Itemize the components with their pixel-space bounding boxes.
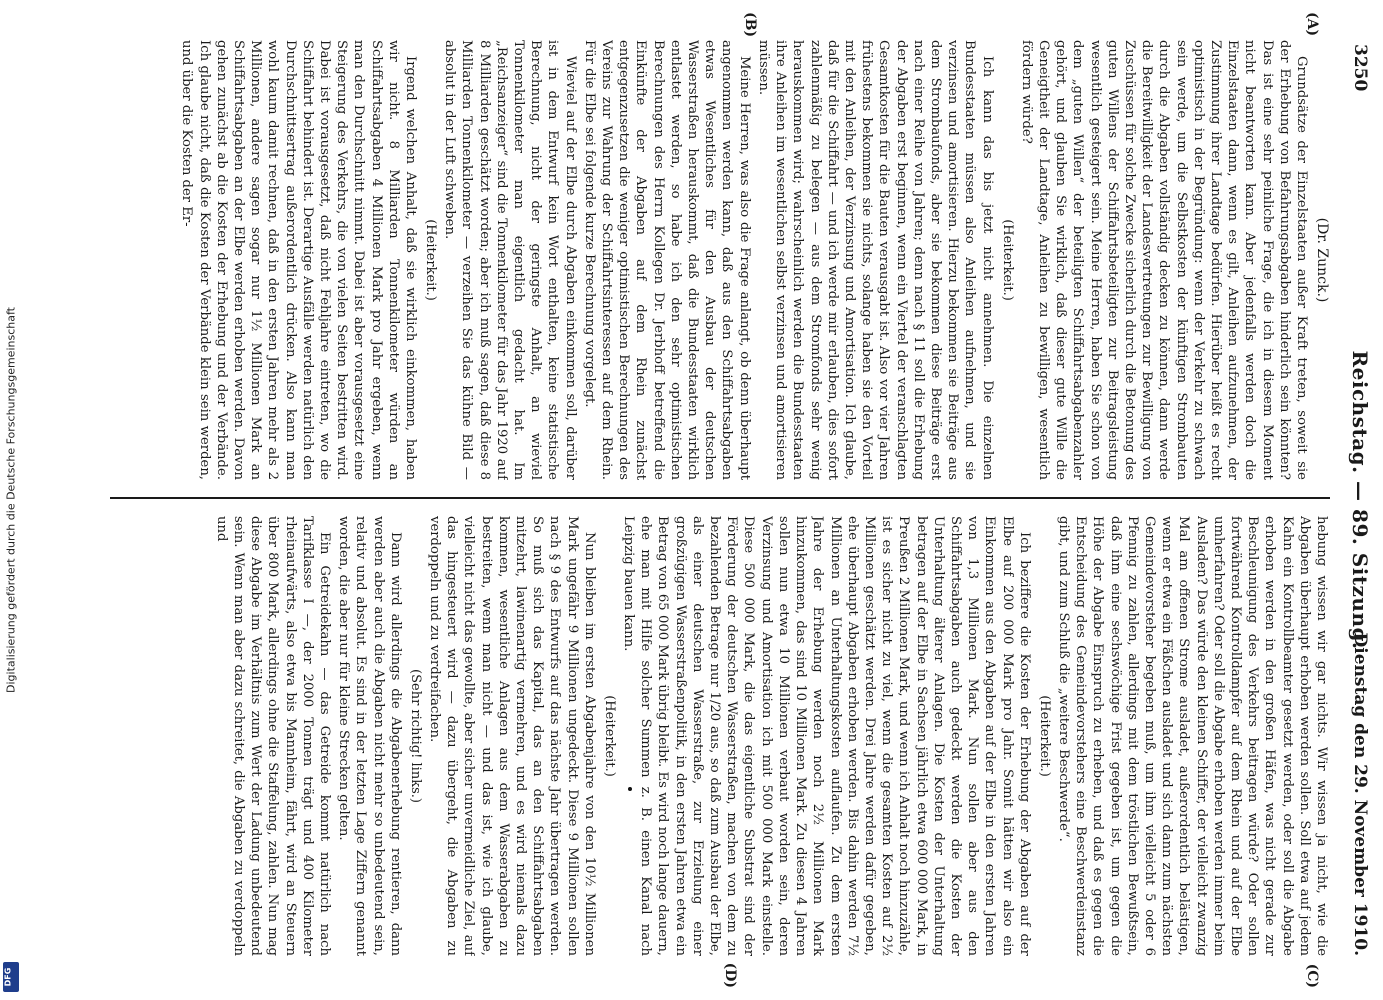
ink-speck	[628, 787, 632, 791]
digitization-note-text: Digitalisierung gefördert durch die Deutsche Forschungsgemeinschaft	[4, 307, 18, 693]
paragraph: Grundsätze der Einzelstaaten außer Kraft treten, soweit sie der Erhebung von Befahrungsabgaben hinderlich sein könnten? Das ist eine sehr peinliche Frage, die ich in diesem Moment nicht beantworten kann. Aber jedenfalls werden doch die Einzelstaaten dann, wenn es gilt, Anleihen aufzunehmen, der Zustimmung ihrer Landtage bedürfen. Hierüber heißt es recht optimistisch in der Begründung: wenn der Verkehr zu schwach sein werde, um die Selbstkosten der künftigen Strombauten durch die Abgaben vollständig decken zu können, dann werde die Bereitwilligkeit der Landesvertretungen zur Bewilligung von Zuschüssen für solche Zwecke sicherlich durch die Betonung des guten Willens der Schiffahrtsbeteiligten zur Beitragsleistung wesentlich gesteigert sein. Meine Herren, haben Sie schon von dem „guten Willen“ der beteiligten Schiffahrtsabgabenzahler gehört, und glauben Sie wirklich, daß dieser gute Wille die Geneigtheit der Landtage, Anleihen zu bewilligen, wesentlich fördern würde?	[1018, 40, 1309, 480]
reaction: (Heiterkeit.)	[999, 219, 1015, 301]
speaker-name: (Dr. Zunck.)	[1314, 217, 1330, 303]
reaction: (Heiterkeit.)	[601, 695, 617, 777]
digitization-note	[0, 0, 22, 1000]
paragraph: Ich beziffere die Kosten der Erhebung der Abgaben auf der Elbe auf 200 000 Mark pro Jahr. Somit hätten wir also ein Einkommen aus den Abgaben auf der Elbe in den ersten Jahren von 1,3 Millionen Mark. Nun sollen aber aus den Schiffahrtsabgaben auch gedeckt werden die Kosten der Unterhaltung älterer Anlagen. Die Kosten der Unterhaltung betragen auf der Elbe in Sachsen jährlich etwa 600 000 Mark, in Preußen 2 Millionen Mark, und wenn ich Anhalt noch hinzuzähle, ist es sicher nicht zu viel, wenn die gesamten Kosten auf 2½ Millionen geschätzt werden. Drei Jahre werden dafür gegeben, ehe überhaupt Abgaben erhoben werden. Bis dahin werden 7½ Millionen an Unterhaltungskosten auflaufen. Zu dem ersten Jahre der Erhebung werden noch 2½ Millionen Mark hinzukommen, das sind 10 Millionen Mark. Zu diesen 4 Jahren sollen nun etwa 10 Millionen verbaut worden sein, deren Verzinsung und Amortisation ich mit 500 000 Mark einstelle. Diese 500 000 Mark, die das eigentliche Substrat sind der Förderung der deutschen Wasserstraßen, machen von dem zu bezahlenden Betrage nur 1/20 aus, so daß zum Ausbau der Elbe, als einer deutschen Wasserstraße, zur Erzielung einer großzügigen Wasserstraßenpolitik, in den ersten Jahren etwa ein Betrag von 65 000 Mark übrig bleibt. Es wird noch lange dauern, ehe man mit Hilfe solcher Summen z. B. einen Kanal nach Leipzig bauen kann.	[621, 516, 1032, 956]
paragraph: Nun bleiben im ersten Abgabenjahre von den 10½ Millionen Mark ungefähr 9 Millionen ungedeckt. Diese 9 Millionen sollen nach § 9 des Entwurfs auf das nächste Jahr übertragen werden. So muß sich das Kapital, das an den Schiffahrtsabgaben mitzehrt, lawinenartig vermehren, und es wird niemals dazu kommen, wesentliche Anlagen aus dem Wasserabgaben zu bestreiten, wenn man nicht — und das ist, wie ich glaube, vielleicht nicht das gewollte, aber sicher unvermeidliche Ziel, auf das hingesteuert wird — dazu übergeht, die Abgaben zu verdoppeln und zu verdreifachen.	[427, 516, 597, 956]
document-page	[98, 12, 1378, 988]
reaction: (Sehr richtig! links.)	[407, 669, 423, 803]
left-column	[110, 40, 1330, 480]
margin-mark-a: (A)	[1304, 12, 1320, 37]
reaction: (Heiterkeit.)	[1036, 695, 1052, 777]
margin-mark-c: (C)	[1304, 963, 1320, 988]
paragraph: Wieviel auf der Elbe durch Abgaben einkommen soll, darüber ist in dem Entwurf kein Wort enthalten, keine statistische Berechnung, nicht der geringste Anhalt, an wieviel Tonnenkilometer man eigentlich gedacht hat. Im „Reichsanzeiger“ sind die Tonnenkilometer für das Jahr 1920 auf 8 Milliarden geschätzt worden; aber ich muß sagen, daß diese 8 Milliarden Tonnenkilometer — verzeihen Sie das kühne Bild — absolut in der Luft schweben.	[442, 40, 578, 480]
dfg-logo-text: DFG	[3, 967, 13, 987]
page-number: 3250	[1350, 44, 1370, 92]
paragraph: Irgend welchen Anhalt, daß sie wirklich einkommen, haben wir nicht. 8 Milliarden Tonnenkilometer würden an Schiffahrtsabgaben 4 Millionen Mark pro Jahr ergeben, wenn man den Durchschnitt nimmt. Dabei ist aber vorausgesetzt eine Steigerung des Verkehrs, die von vielen Seiten bestritten wird. Dabei ist vorausgesetzt, daß nicht Fehljahre eintreten, wo die Schiffahrt behindert ist. Derartige Ausfälle werden natürlich den Durchschnittsertrag außerordentlich drücken. Also kann man wohl kaum damit rechnen, daß in den ersten Jahren mehr als 2 Millionen, andere sagen sogar nur 1½ Millionen Mark an Schiffahrtsabgaben an der Elbe werden erhoben werden. Davon gehen zunächst ab die Kosten der Erhebung und der Verbände. Ich glaube nicht, daß die Kosten der Verbände klein sein werden, und über die Kosten der Er-	[179, 40, 419, 480]
paragraph: Ein Getreidekahn — das Getreide kommt natürlich nach Tarifklasse I —, der 2000 Tonnen trägt und 400 Kilometer rheinaufwärts, also etwa bis Mannheim, fährt, wird an Steuern über 800 Mark, allerdings ohne die Staffelung, zahlen. Nun mag diese Abgabe im Verhältnis zum Wert der Ladung unbedeutend sein. Wenn man aber dazu schreitet, die Abgaben zu verdoppeln und	[213, 516, 333, 956]
page-header	[1338, 36, 1378, 964]
running-head: Reichstag. — 89. Sitzung.	[1348, 350, 1372, 650]
right-column	[110, 516, 1330, 956]
column-divider	[110, 497, 1330, 499]
margin-mark-b: (B)	[742, 12, 758, 38]
paragraph: hebung wissen wir gar nichts. Wir wissen ja nicht, wie die Abgaben überhaupt erhoben werden sollen. Soll etwa auf jedem Kahn ein Kontrollbeamter gesetzt werden, oder soll die Abgabe erhoben werden in den großen Häfen, was nicht gerade zur Beschleunigung des Verkehrs beitragen würde? Oder sollen fortwährend Kontrolldampfer auf dem Rhein und auf der Elbe umherfahren? Oder soll die Abgabe erhoben werden immer beim Ausladen? Das würde den kleinen Schiffer, der vielleicht zwanzig Mal am offenen Strome ausladet, außerordentlich belästigen, wenn er etwa ein Fäßchen ausladet und sich dann zum nächsten Gemeindevorsteher begeben muß, um ihm vielleicht 5 oder 6 Pfennig zu zahlen, allerdings mit dem tröstlichen Bewußtsein, daß ihm eine sechswöchige Frist gegeben ist, um gegen die Höhe der Abgabe Einspruch zu erheben, und daß es gegen die Entscheidung des Gemeindevorstehers eine Beschwerdeinstanz gibt, und zum Schluß die „weitere Beschwerde“.	[1055, 516, 1329, 956]
reaction: (Heiterkeit.)	[423, 219, 439, 301]
session-date: Dienstag den 29. November 1910.	[1350, 632, 1370, 956]
paragraph: Meine Herren, was also die Frage anlangt, ob denn überhaupt angenommen werden kann, daß aus den Schiffahrtsabgaben etwas Wesentliches für den Ausbau der deutschen Wasserstraßen herauskommt, daß die Bundesstaaten wirklich entlastet werden, so habe ich den sehr optimistischen Berechnungen des Herrn Kollegen Dr. Jerbhoff betreffend die Einkünfte der Abgaben auf dem Rhein zunächst entgegenzusetzen die weniger optimistischen Berechnungen des Vereins zur Wahrung der Schiffahrtsinteressen auf dem Rhein. Für die Elbe sei folgende kurze Berechnung vorgelegt.	[581, 40, 752, 480]
paragraph: Ich kann das bis jetzt nicht annehmen. Die einzelnen Bundesstaaten müssen also Anleihen aufnehmen, und sie verzinsen und amortisieren. Hierzu bekommen sie Beiträge aus dem Strombaufonds, aber sie bekommen diese Beiträge erst nach einer Reihe von Jahren; denn nach § 11 soll die Erhebung der Abgaben erst beginnen, wenn ein Viertel der veranschlagten Gesamtkosten für die Bauten verausgabt ist. Also vor vier Jahren frühestens bekommen sie nichts, solange haben sie den Vorteil mit den Anleihen, der Verzinsung und Amortisation. Ich glaube, daß für die Schiffahrt — und ich werde mir erlauben, dies sofort zahlenmäßig zu belegen — aus dem Stromfonds sehr wenig herauskommen wird; wahrscheinlich werden die Bundesstaaten ihre Anleihen im wesentlichen selbst verzinsen und amortisieren müssen.	[755, 40, 995, 480]
paragraph: Dann wird allerdings die Abgabenerhebung rentieren, dann werden aber auch die Abgaben nicht mehr so unbedeutend sein, relativ und absolut. Es sind in der letzten Lage Ziffern genannt worden, die aber nur für kleine Strecken gelten.	[336, 516, 403, 956]
margin-mark-d: (D)	[722, 962, 738, 988]
